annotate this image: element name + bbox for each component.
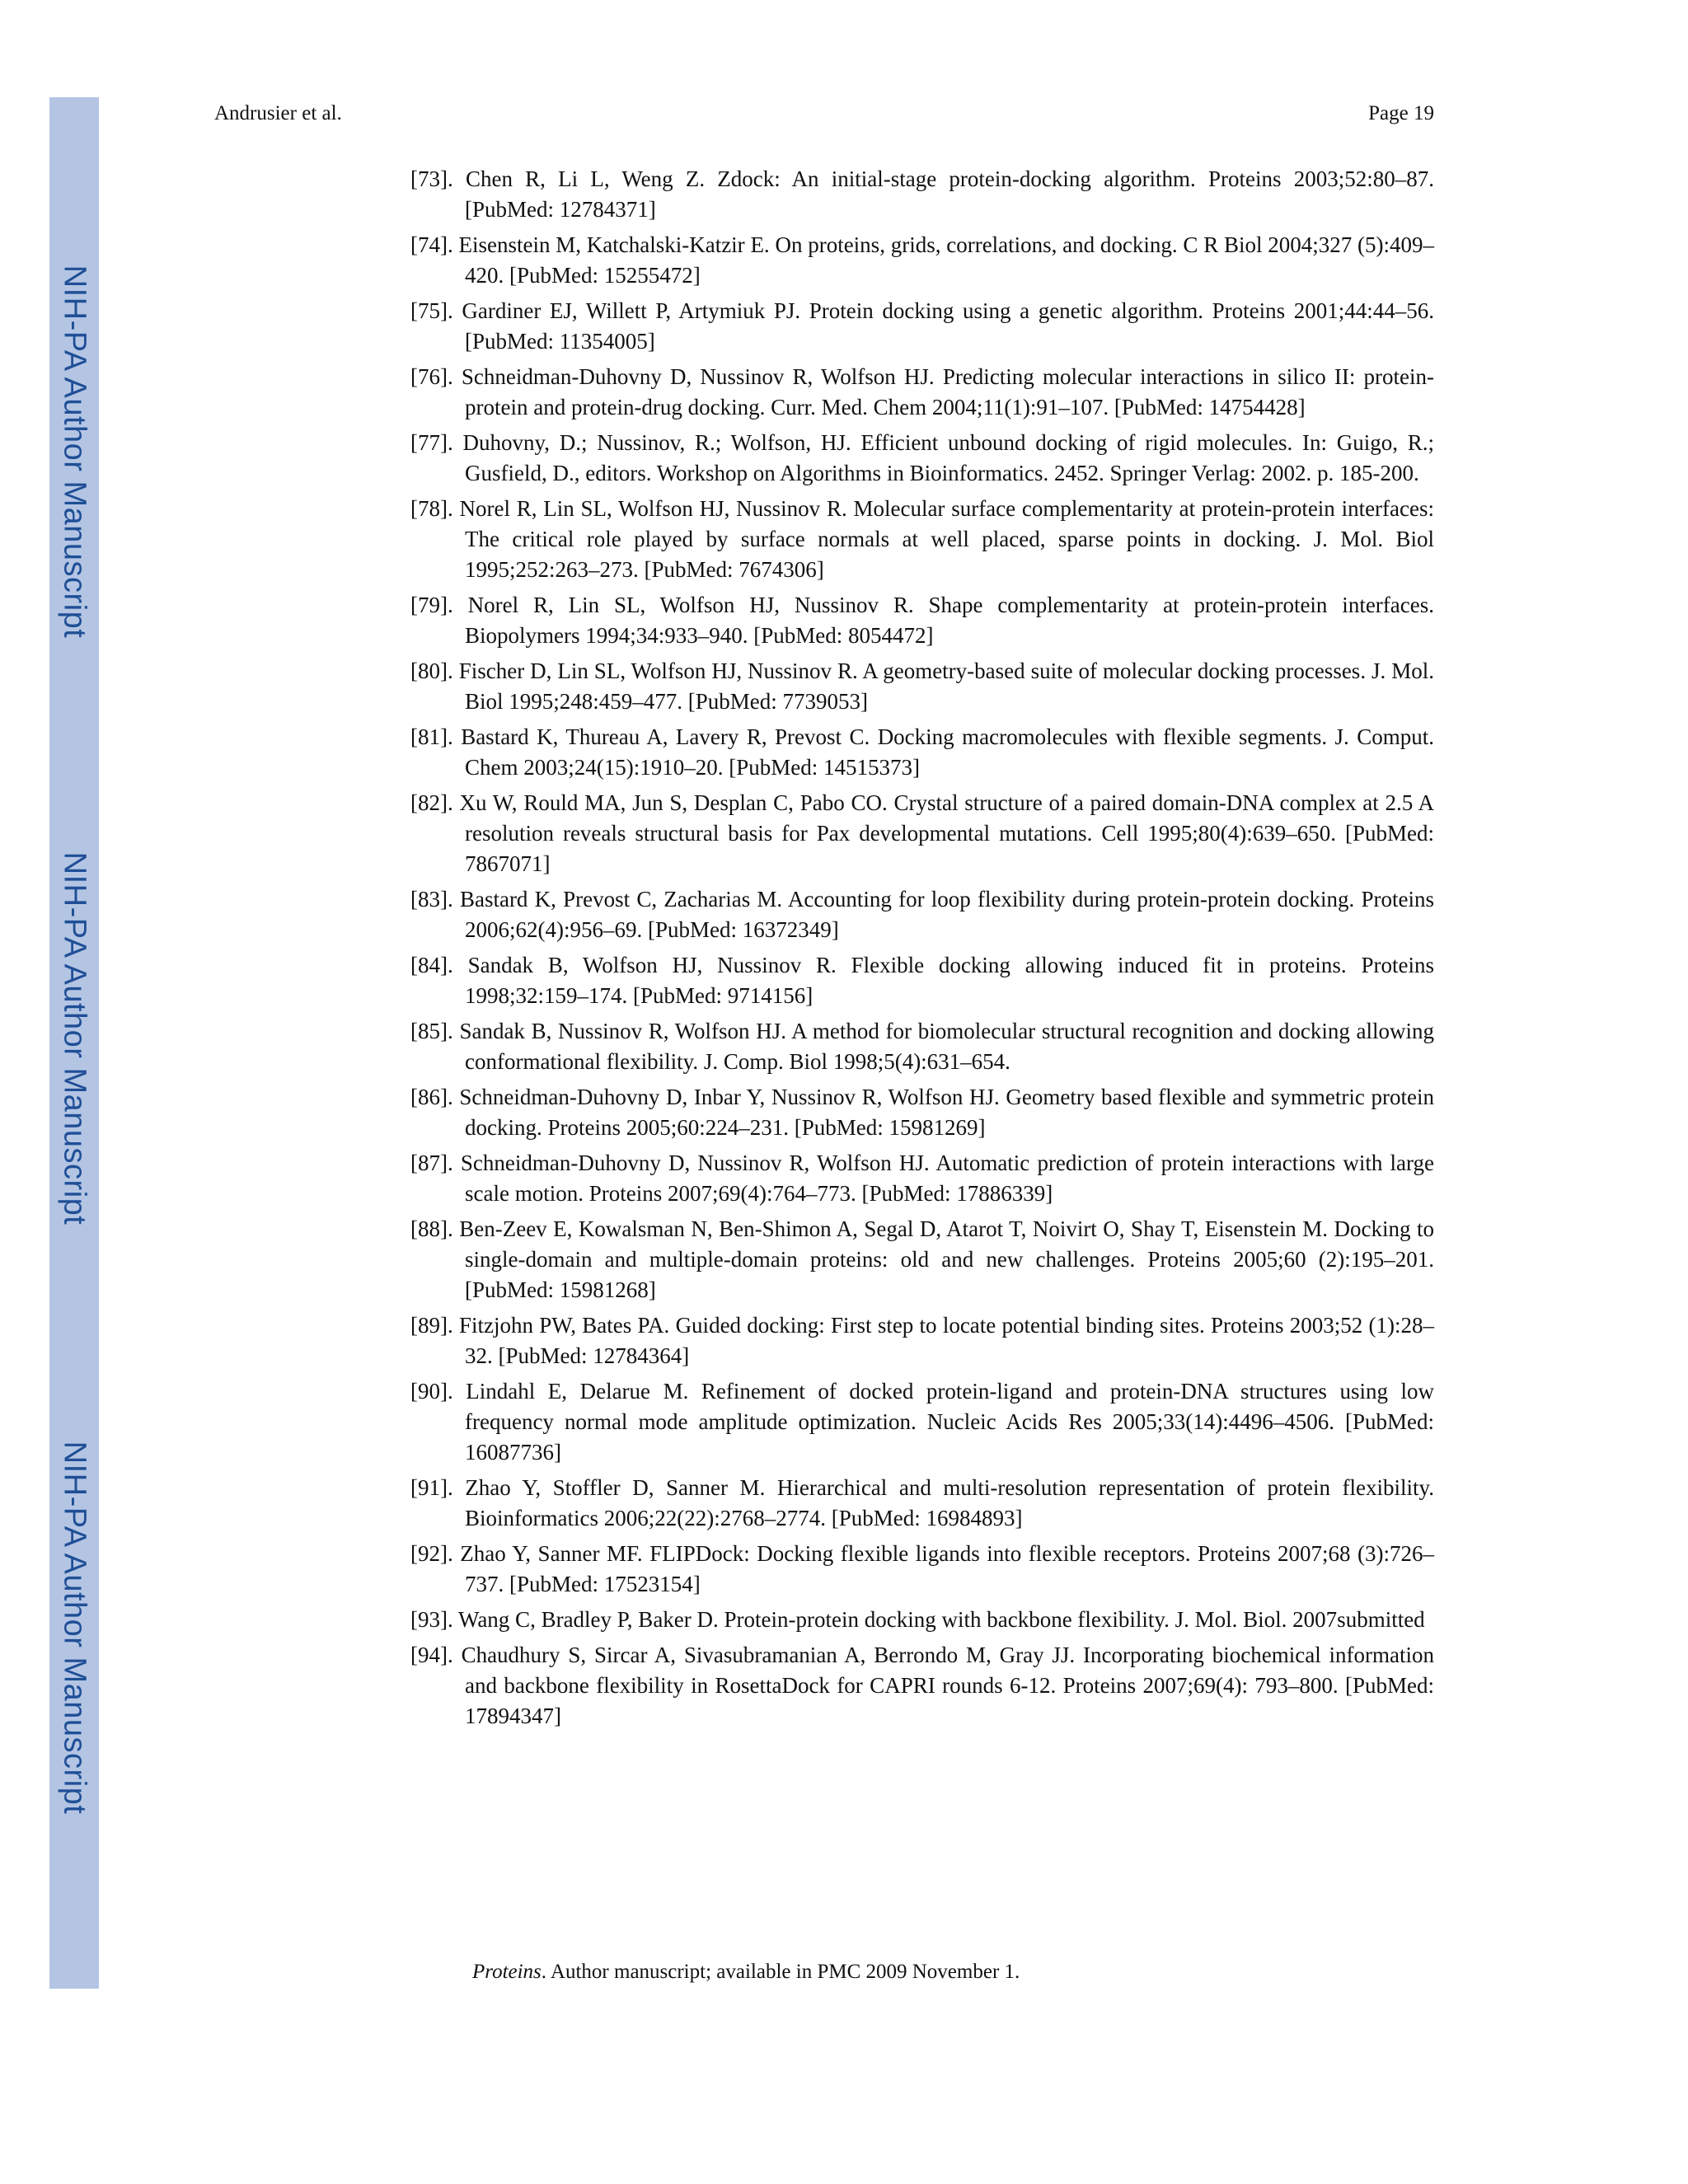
reference-number: [85]. (410, 1019, 453, 1043)
reference-text: Sandak B, Wolfson HJ, Nussinov R. Flexible docking allowing induced fit in proteins. Proteins 1998;32:159–174. [PubMed: 9714156] (465, 953, 1434, 1008)
reference-number: [93]. (410, 1607, 453, 1632)
reference-text: Sandak B, Nussinov R, Wolfson HJ. A method for biomolecular structural recognition and docking allowing conformational flexibility. J. Comp. Biol 1998;5(4):631–654. (459, 1019, 1435, 1074)
reference-entry (410, 656, 1434, 717)
reference-number: [92]. (410, 1541, 453, 1566)
reference-number: [81]. (410, 724, 453, 749)
reference-number: [78]. (410, 496, 453, 521)
reference-list (410, 164, 1434, 1736)
reference-text: Ben-Zeev E, Kowalsman N, Ben-Shimon A, Segal D, Atarot T, Noivirt O, Shay T, Eisenstein M. Docking to single-domain and multiple-domain proteins: old and new challenges. Proteins 2005;60 (2):195–201. [PubMed: 15981268] (459, 1216, 1434, 1302)
reference-entry (410, 1376, 1434, 1468)
reference-entry (410, 1214, 1434, 1305)
reference-entry (410, 788, 1434, 879)
footer-text: . Author manuscript; available in PMC 2009 November 1. (541, 1961, 1020, 1983)
reference-number: [83]. (410, 887, 453, 912)
reference-entry (410, 1310, 1434, 1371)
page-number: Page 19 (1368, 102, 1434, 124)
reference-text: Zhao Y, Sanner MF. FLIPDock: Docking flexible ligands into flexible receptors. Proteins 2007;68 (3):726–737. [PubMed: 17523154] (460, 1541, 1435, 1596)
footer-note (472, 1961, 1020, 1984)
reference-text: Chen R, Li L, Weng Z. Zdock: An initial-stage protein-docking algorithm. Proteins 2003;52:80–87. [PubMed: 12784371] (465, 166, 1434, 222)
reference-number: [91]. (410, 1475, 453, 1500)
reference-entry (410, 362, 1434, 423)
reference-text: Eisenstein M, Katchalski-Katzir E. On proteins, grids, correlations, and docking. C R Biol 2004;327 (5):409–420. [PubMed: 15255472] (458, 232, 1434, 288)
reference-text: Zhao Y, Stoffler D, Sanner M. Hierarchical and multi-resolution representation of protein flexibility. Bioinformatics 2006;22(22):2768–2774. [PubMed: 16984893] (465, 1475, 1434, 1530)
reference-number: [84]. (410, 953, 453, 977)
reference-text: Schneidman-Duhovny D, Nussinov R, Wolfson HJ. Predicting molecular interactions in silico II: protein-protein and protein-drug docking. Curr. Med. Chem 2004;11(1):91–107. [PubMed: 14754428] (461, 364, 1435, 419)
reference-text: Bastard K, Thureau A, Lavery R, Prevost C. Docking macromolecules with flexible segments. J. Comput. Chem 2003;24(15):1910–20. [PubMed: 14515373] (461, 724, 1435, 780)
reference-number: [76]. (410, 364, 453, 389)
reference-entry (410, 1016, 1434, 1077)
reference-text: Schneidman-Duhovny D, Nussinov R, Wolfson HJ. Automatic prediction of protein interactions with large scale motion. Proteins 2007;69(4):764–773. [PubMed: 17886339] (460, 1151, 1435, 1206)
reference-number: [89]. (410, 1313, 453, 1338)
reference-number: [82]. (410, 790, 453, 815)
reference-entry (410, 590, 1434, 651)
reference-number: [87]. (410, 1151, 453, 1175)
reference-entry (410, 884, 1434, 945)
reference-text: Schneidman-Duhovny D, Inbar Y, Nussinov R, Wolfson HJ. Geometry based flexible and symmetric protein docking. Proteins 2005;60:224–231. [PubMed: 15981269] (459, 1085, 1435, 1140)
reference-number: [86]. (410, 1085, 453, 1109)
reference-number: [88]. (410, 1216, 453, 1241)
reference-entry (410, 950, 1434, 1011)
reference-entry (410, 1640, 1434, 1732)
reference-text: Wang C, Bradley P, Baker D. Protein-protein docking with backbone flexibility. J. Mol. Biol. 2007submitted (458, 1607, 1425, 1632)
reference-text: Norel R, Lin SL, Wolfson HJ, Nussinov R. Shape complementarity at protein-protein interfaces. Biopolymers 1994;34:933–940. [PubMed: 8054472] (465, 593, 1434, 648)
reference-entry (410, 494, 1434, 585)
reference-text: Chaudhury S, Sircar A, Sivasubramanian A, Berrondo M, Gray JJ. Incorporating biochemical information and backbone flexibility in RosettaDock for CAPRI rounds 6-12. Proteins 2007;69(4): 793–800. [PubMed: 17894347] (461, 1643, 1434, 1728)
reference-entry (410, 230, 1434, 291)
reference-text: Bastard K, Prevost C, Zacharias M. Accounting for loop flexibility during protein-protein docking. Proteins 2006;62(4):956–69. [PubMed: 16372349] (459, 887, 1435, 942)
reference-text: Xu W, Rould MA, Jun S, Desplan C, Pabo CO. Crystal structure of a paired domain-DNA complex at 2.5 A resolution reveals structural basis for Pax developmental mutations. Cell 1995;80(4):639–650. [PubMed: 7867071] (459, 790, 1435, 876)
reference-entry (410, 1082, 1434, 1143)
reference-entry (410, 1605, 1434, 1635)
reference-text: Fischer D, Lin SL, Wolfson HJ, Nussinov R. A geometry-based suite of molecular docking processes. J. Mol. Biol 1995;248:459–477. [PubMed: 7739053] (458, 658, 1435, 714)
reference-entry (410, 1539, 1434, 1600)
reference-entry (410, 296, 1434, 357)
reference-entry (410, 722, 1434, 783)
reference-number: [74]. (410, 232, 453, 257)
reference-number: [90]. (410, 1379, 453, 1404)
reference-number: [80]. (410, 658, 453, 683)
reference-entry (410, 164, 1434, 225)
reference-text: Norel R, Lin SL, Wolfson HJ, Nussinov R. Molecular surface complementarity at protein-protein interfaces: The critical role played by surface normals at well placed, sparse points in docking. J. Mol. Biol 1995;252:263–273. [PubMed: 7674306] (459, 496, 1434, 582)
reference-text: Gardiner EJ, Willett P, Artymiuk PJ. Protein docking using a genetic algorithm. Proteins 2001;44:44–56. [PubMed: 11354005] (462, 298, 1434, 354)
footer-journal: Proteins (472, 1961, 542, 1983)
reference-entry (410, 1148, 1434, 1209)
reference-number: [73]. (410, 166, 453, 191)
reference-number: [79]. (410, 593, 453, 617)
reference-entry (410, 1473, 1434, 1534)
reference-entry (410, 428, 1434, 489)
reference-text: Duhovny, D.; Nussinov, R.; Wolfson, HJ. Efficient unbound docking of rigid molecules. In: Guigo, R.; Gusfield, D., editors. Workshop on Algorithms in Bioinformatics. 2452. Springer Verlag: 2002. p. 185-200. (462, 430, 1434, 485)
reference-text: Fitzjohn PW, Bates PA. Guided docking: First step to locate potential binding sites. Proteins 2003;52 (1):28–32. [PubMed: 12784364] (459, 1313, 1435, 1368)
reference-number: [75]. (410, 298, 453, 323)
running-header-authors: Andrusier et al. (214, 102, 342, 124)
reference-text: Lindahl E, Delarue M. Refinement of docked protein-ligand and protein-DNA structures using low frequency normal mode amplitude optimization. Nucleic Acids Res 2005;33(14):4496–4506. [PubMed: 16087736] (465, 1379, 1435, 1465)
reference-number: [77]. (410, 430, 453, 455)
reference-number: [94]. (410, 1643, 453, 1667)
